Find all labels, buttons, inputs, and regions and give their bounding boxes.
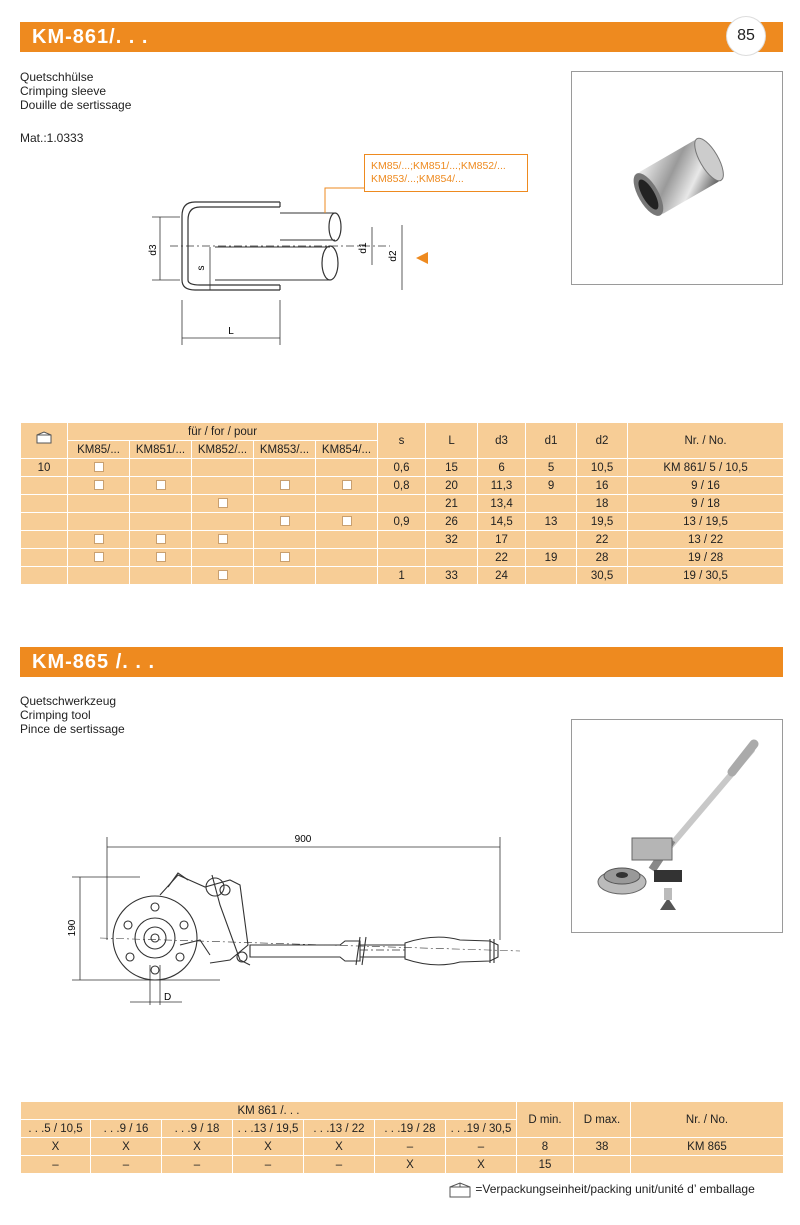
page-number: 85 <box>727 17 765 55</box>
compat-cell <box>316 495 378 513</box>
cell-dmin: 15 <box>517 1156 574 1174</box>
dim-d1: d1 <box>358 242 369 254</box>
col-L: L <box>426 423 478 459</box>
compat-cell: – <box>233 1156 304 1174</box>
cell-d3: 24 <box>478 567 526 585</box>
dim-d3: d3 <box>148 244 159 256</box>
compat-cell <box>192 549 254 567</box>
sub-header-13-22: . . .13 / 22 <box>304 1120 375 1138</box>
cell-nr: 19 / 30,5 <box>628 567 784 585</box>
compat-cell <box>316 567 378 585</box>
dim-d2: d2 <box>388 250 399 262</box>
sub-header-km851: KM851/... <box>130 441 192 459</box>
cell-d2: 30,5 <box>577 567 628 585</box>
cell-d2: 18 <box>577 495 628 513</box>
legend <box>448 1182 755 1198</box>
compat-cell <box>68 531 130 549</box>
cell-s: 1 <box>378 567 426 585</box>
desc-fr: Douille de sertissage <box>20 98 132 112</box>
compat-cell <box>192 531 254 549</box>
cell-d1 <box>526 567 577 585</box>
table-row <box>21 1138 784 1156</box>
table-row <box>21 567 784 585</box>
compat-cell <box>254 531 316 549</box>
sleeve-dimensions-table <box>20 422 784 585</box>
sleeve-photo <box>571 71 783 285</box>
col-d1: d1 <box>526 423 577 459</box>
compat-cell <box>316 531 378 549</box>
tool-image <box>572 720 782 932</box>
compat-cell <box>68 495 130 513</box>
compat-cell <box>68 567 130 585</box>
compat-cell <box>130 513 192 531</box>
checkbox-icon <box>94 480 104 490</box>
cell-s <box>378 531 426 549</box>
section-title-km861 <box>20 22 783 52</box>
cell-l: 15 <box>426 459 478 477</box>
cell-d2: 10,5 <box>577 459 628 477</box>
col-dmin: D min. <box>517 1102 574 1138</box>
cell-l: 20 <box>426 477 478 495</box>
cell-d1 <box>526 531 577 549</box>
dim-height: 190 <box>67 919 78 937</box>
compat-cell <box>316 513 378 531</box>
pack-unit-cell <box>21 567 68 585</box>
cell-s: 0,8 <box>378 477 426 495</box>
cell-l: 26 <box>426 513 478 531</box>
compat-cell <box>316 549 378 567</box>
compat-cell: X <box>91 1138 162 1156</box>
cell-dmin: 8 <box>517 1138 574 1156</box>
callout-line-1: KM85/...;KM851/...;KM852/... <box>371 160 506 172</box>
section-title-km865 <box>20 647 783 677</box>
compat-cell <box>254 495 316 513</box>
cell-dmax: 38 <box>574 1138 631 1156</box>
checkbox-icon <box>280 480 290 490</box>
checkbox-icon <box>280 552 290 562</box>
compat-cell <box>192 513 254 531</box>
checkbox-icon <box>280 516 290 526</box>
material-label: Mat.:1.0333 <box>20 131 84 145</box>
compat-cell <box>254 567 316 585</box>
cell-nr: 13 / 19,5 <box>628 513 784 531</box>
compat-cell <box>254 477 316 495</box>
table-row <box>21 513 784 531</box>
crimping-tool-table <box>20 1101 784 1174</box>
product-description-km865 <box>20 694 125 736</box>
pack-unit-header <box>21 423 68 459</box>
compat-cell <box>254 513 316 531</box>
cell-d1: 19 <box>526 549 577 567</box>
cell-d1: 9 <box>526 477 577 495</box>
compat-cell: X <box>446 1156 517 1174</box>
dim-s: s <box>196 265 207 271</box>
cell-l <box>426 549 478 567</box>
checkbox-icon <box>156 480 166 490</box>
compat-cell: X <box>233 1138 304 1156</box>
table-row <box>21 531 784 549</box>
tool-drawing <box>60 825 520 1015</box>
product-description-km861 <box>20 70 131 112</box>
col-dmax: D max. <box>574 1102 631 1138</box>
table-row <box>21 495 784 513</box>
cell-s <box>378 495 426 513</box>
sub-header-9-18: . . .9 / 18 <box>162 1120 233 1138</box>
table-row <box>21 477 784 495</box>
table-row <box>21 459 784 477</box>
compat-cell <box>254 459 316 477</box>
compatibility-callout <box>364 154 528 192</box>
pack-unit-cell <box>21 495 68 513</box>
checkbox-icon <box>342 480 352 490</box>
cell-d2: 16 <box>577 477 628 495</box>
compat-cell: – <box>446 1138 517 1156</box>
compat-cell <box>130 549 192 567</box>
compat-cell <box>130 567 192 585</box>
dim-length: 900 <box>294 834 312 845</box>
package-icon <box>35 431 53 445</box>
sub-header-5-10-5: . . .5 / 10,5 <box>21 1120 91 1138</box>
cell-d3: 6 <box>478 459 526 477</box>
pack-unit-cell <box>21 477 68 495</box>
checkbox-icon <box>218 498 228 508</box>
cell-d3: 14,5 <box>478 513 526 531</box>
cell-d2: 19,5 <box>577 513 628 531</box>
pack-unit-cell <box>21 513 68 531</box>
sub-header-km85: KM85/... <box>68 441 130 459</box>
pack-unit-cell <box>21 531 68 549</box>
compat-cell <box>192 477 254 495</box>
km861-group-header: KM 861 /. . . <box>21 1102 517 1120</box>
compat-cell: – <box>21 1156 91 1174</box>
desc-fr: Pince de sertissage <box>20 722 125 736</box>
checkbox-icon <box>218 534 228 544</box>
col-s: s <box>378 423 426 459</box>
desc-de: Quetschwerkzeug <box>20 694 117 708</box>
cell-nr: 13 / 22 <box>628 531 784 549</box>
compat-cell <box>68 459 130 477</box>
compat-cell <box>316 477 378 495</box>
sub-header-19-28: . . .19 / 28 <box>375 1120 446 1138</box>
checkbox-icon <box>94 462 104 472</box>
compat-cell <box>130 477 192 495</box>
desc-en: Crimping tool <box>20 708 91 722</box>
cell-d1: 5 <box>526 459 577 477</box>
compat-group-header: für / for / pour <box>68 423 378 441</box>
cell-d3: 22 <box>478 549 526 567</box>
cell-l: 21 <box>426 495 478 513</box>
section-title-text: KM-865 /. . . <box>32 651 156 673</box>
pack-unit-cell <box>21 549 68 567</box>
cell-d1 <box>526 495 577 513</box>
legend-text: =Verpackungseinheit/packing unit/unité d’ emballage <box>475 1182 755 1197</box>
checkbox-icon <box>342 516 352 526</box>
compat-cell <box>68 477 130 495</box>
col-nr: Nr. / No. <box>631 1102 784 1138</box>
cell-d1: 13 <box>526 513 577 531</box>
cell-nr <box>631 1156 784 1174</box>
compat-cell <box>192 459 254 477</box>
compat-cell <box>316 459 378 477</box>
cell-nr: KM 865 <box>631 1138 784 1156</box>
cell-d2: 22 <box>577 531 628 549</box>
checkbox-icon <box>156 534 166 544</box>
package-icon <box>448 1182 472 1198</box>
col-nr: Nr. / No. <box>628 423 784 459</box>
compat-cell: X <box>162 1138 233 1156</box>
sub-header-km853: KM853/... <box>254 441 316 459</box>
desc-en: Crimping sleeve <box>20 84 107 98</box>
cell-d3: 17 <box>478 531 526 549</box>
compat-cell <box>254 549 316 567</box>
table-row <box>21 1156 784 1174</box>
col-d3: d3 <box>478 423 526 459</box>
cell-nr: KM 861/ 5 / 10,5 <box>628 459 784 477</box>
sub-header-km854: KM854/... <box>316 441 378 459</box>
cell-d3: 11,3 <box>478 477 526 495</box>
compat-cell: – <box>91 1156 162 1174</box>
sub-header-19-30-5: . . .19 / 30,5 <box>446 1120 517 1138</box>
sleeve-image <box>572 72 782 284</box>
compat-cell <box>130 495 192 513</box>
compat-cell: – <box>375 1138 446 1156</box>
cell-l: 32 <box>426 531 478 549</box>
compat-cell: – <box>162 1156 233 1174</box>
compat-cell <box>68 513 130 531</box>
compat-cell: X <box>304 1138 375 1156</box>
section-title-text: KM-861/. . . <box>32 26 149 48</box>
dim-L: L <box>228 326 234 337</box>
tool-photo <box>571 719 783 933</box>
compat-cell: X <box>21 1138 91 1156</box>
dim-D: D <box>164 992 172 1003</box>
cell-d2: 28 <box>577 549 628 567</box>
table-row <box>21 549 784 567</box>
checkbox-icon <box>218 570 228 580</box>
cell-l: 33 <box>426 567 478 585</box>
col-d2: d2 <box>577 423 628 459</box>
compat-cell <box>130 459 192 477</box>
callout-line-2: KM853/...;KM854/... <box>371 173 464 185</box>
checkbox-icon <box>94 552 104 562</box>
compat-cell <box>192 567 254 585</box>
compat-cell <box>130 531 192 549</box>
pack-unit-cell: 10 <box>21 459 68 477</box>
compat-cell: – <box>304 1156 375 1174</box>
checkbox-icon <box>156 552 166 562</box>
cell-dmax <box>574 1156 631 1174</box>
compat-cell: X <box>375 1156 446 1174</box>
sub-header-9-16: . . .9 / 16 <box>91 1120 162 1138</box>
compat-cell <box>192 495 254 513</box>
cell-s: 0,9 <box>378 513 426 531</box>
sub-header-km852: KM852/... <box>192 441 254 459</box>
cell-d3: 13,4 <box>478 495 526 513</box>
sub-header-13-19-5: . . .13 / 19,5 <box>233 1120 304 1138</box>
cell-nr: 9 / 16 <box>628 477 784 495</box>
cell-s: 0,6 <box>378 459 426 477</box>
cell-nr: 9 / 18 <box>628 495 784 513</box>
desc-de: Quetschhülse <box>20 70 94 84</box>
checkbox-icon <box>94 534 104 544</box>
cell-nr: 19 / 28 <box>628 549 784 567</box>
cell-s <box>378 549 426 567</box>
compat-cell <box>68 549 130 567</box>
